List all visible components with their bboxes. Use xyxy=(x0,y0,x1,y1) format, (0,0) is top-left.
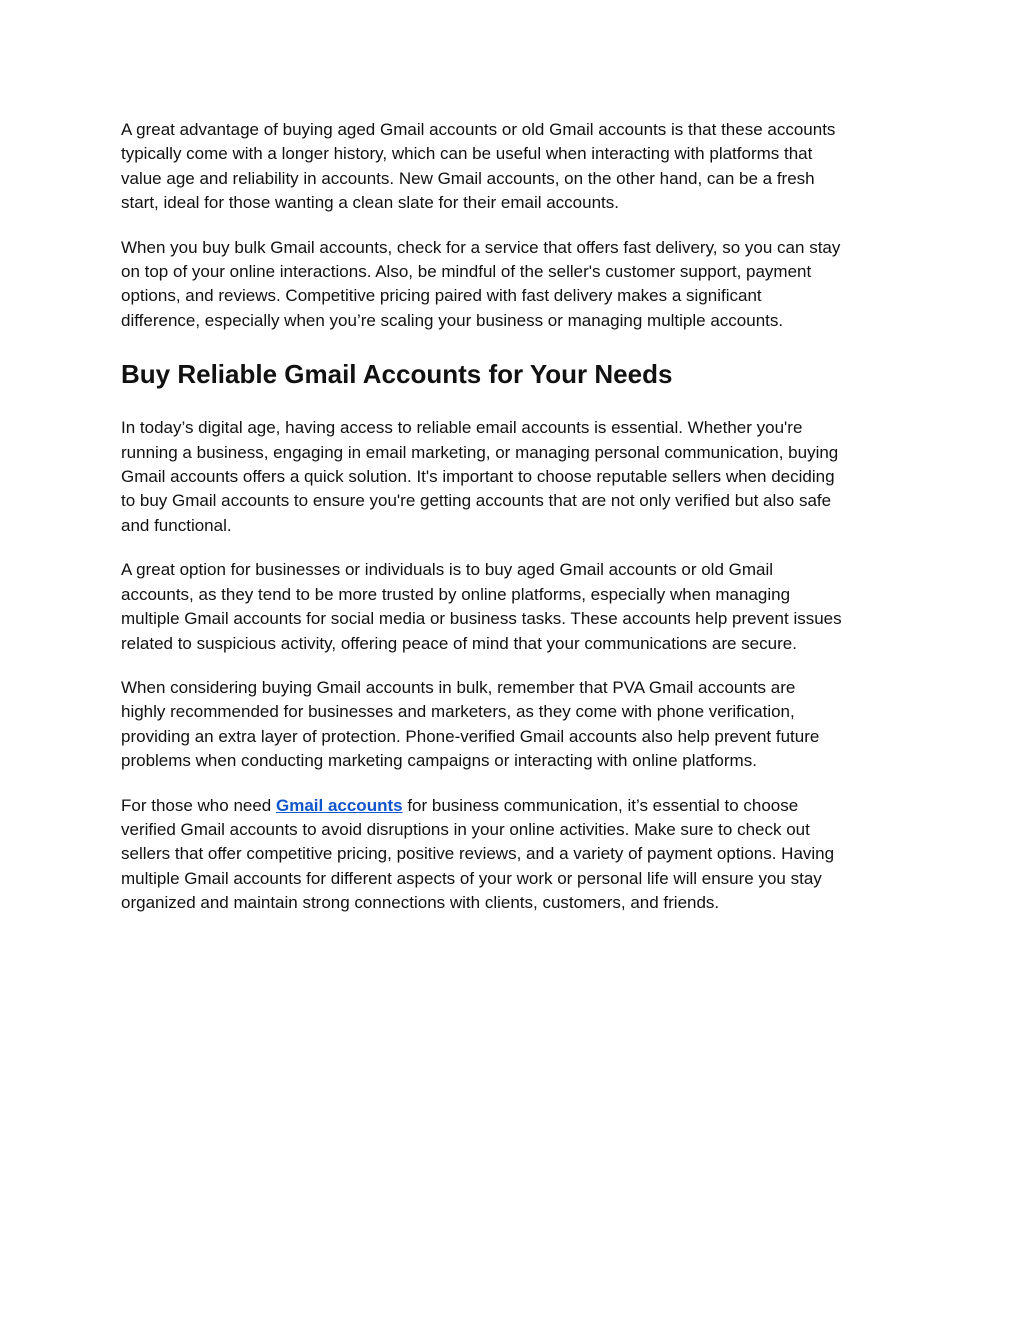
gmail-accounts-link[interactable]: Gmail accounts xyxy=(275,795,403,815)
paragraph-pva-accounts: When considering buying Gmail accounts in bulk, remember that PVA Gmail accounts are highly recommended for businesses and marketers, as they come with phone verification, providing an extra layer of protection. Phone-verified Gmail accounts also help prevent future problems when conducting marketing campaigns or interacting with online platforms. xyxy=(121,677,820,771)
paragraph-aged-accounts: A great advantage of buying aged Gmail accounts or old Gmail accounts is that these accounts typically come with a longer history, which can be useful when interacting with platforms that value age and reliability in accounts. New Gmail accounts, on the other hand, can be a fresh start, ideal for those wanting a clean slate for their email accounts. xyxy=(121,120,836,213)
paragraph-digital-age: In today’s digital age, having access to reliable email accounts is essential. Whether you're running a business, engaging in email marketing, or managing personal communication, buying Gmail accounts offers a quick solution. It's important to choose reputable sellers when deciding to buy Gmail accounts to ensure you're getting accounts that are not only verified but also safe and functional. xyxy=(121,418,839,535)
paragraph-text-after-link: for business communication, it’s essential to choose verified Gmail accounts to avoid disruptions in your online activities. Make sure to check out sellers that offer competitive pricing, positive reviews, and a variety of payment options. Having multiple Gmail accounts for different aspects of your work or personal life will ensure you stay organized and maintain strong connections with clients, customers, and friends. xyxy=(121,795,835,913)
paragraph-aged-option: A great option for businesses or individuals is to buy aged Gmail accounts or old Gmail accounts, as they tend to be more trusted by online platforms, especially when managing multiple Gmail accounts for social media or business tasks. These accounts help prevent issues related to suspicious activity, offering peace of mind that your communications are secure. xyxy=(121,560,842,653)
paragraph-text-before-link: For those who need xyxy=(121,795,276,815)
paragraph-bulk-accounts: When you buy bulk Gmail accounts, check for a service that offers fast delivery, so you can stay on top of your online interactions. Also, be mindful of the seller's customer support, payment options, and reviews. Competitive pricing paired with fast delivery makes a significant difference, especially when you’re scaling your business or managing multiple accounts. xyxy=(121,237,841,330)
section-heading: Buy Reliable Gmail Accounts for Your Needs xyxy=(121,359,673,390)
paragraph-business-communication xyxy=(121,794,911,916)
document-page xyxy=(121,118,911,916)
